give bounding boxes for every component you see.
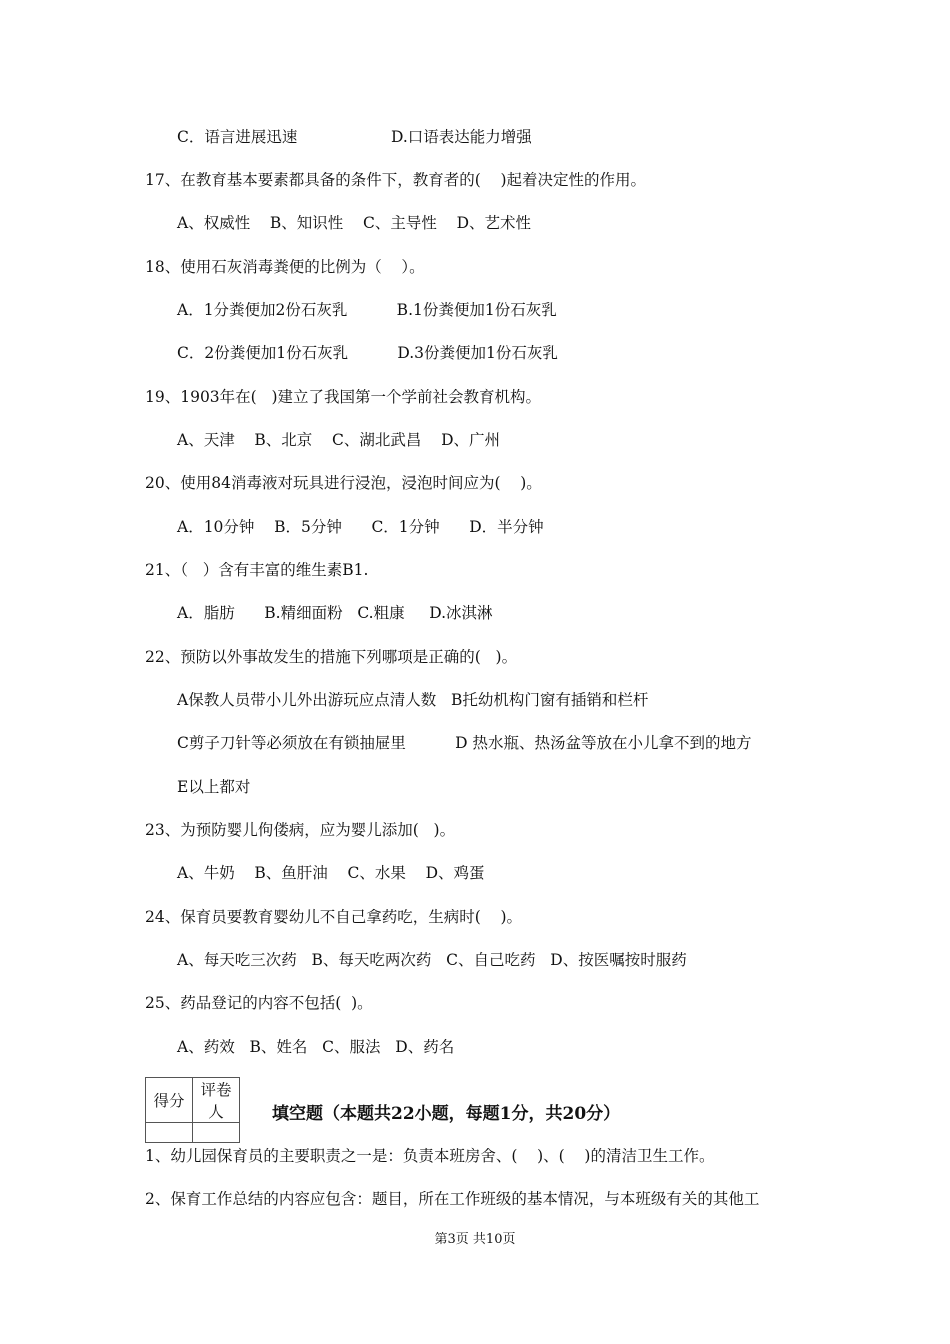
answer-options: A、权威性 B、知识性 C、主导性 D、艺术性 [177, 214, 531, 232]
question-text: 24、保育员要教育婴幼儿不自己拿药吃，生病时( )。 [145, 908, 523, 926]
answer-options: A、药效 B、姓名 C、服法 D、药名 [177, 1038, 455, 1056]
question-text: 20、使用84消毒液对玩具进行浸泡，浸泡时间应为( )。 [145, 474, 542, 492]
answer-options: C．语言进展迅速 D.口语表达能力增强 [177, 128, 532, 146]
question-text: 1、幼儿园保育员的主要职责之一是：负责本班房舍、( )、( )的清洁卫生工作。 [145, 1147, 715, 1165]
question-text: 17、在教育基本要素都具备的条件下，教育者的( )起着决定性的作用。 [145, 171, 647, 189]
answer-options: A、天津 B、北京 C、湖北武昌 D、广州 [177, 431, 500, 449]
score-label: 得分 [146, 1078, 193, 1123]
answer-options: A．脂肪 B.精细面粉 C.粗康 D.冰淇淋 [177, 604, 493, 622]
question-text: 22、预防以外事故发生的措施下列哪项是正确的( )。 [145, 648, 518, 666]
page-footer: 第3页 共10页 [434, 1232, 516, 1247]
answer-options: A、每天吃三次药 B、每天吃两次药 C、自己吃药 D、按医嘱按时服药 [177, 951, 687, 969]
answer-options: A保教人员带小儿外出游玩应点清人数 B托幼机构门窗有插销和栏杆 [177, 691, 649, 709]
grader-label: 评卷人 [193, 1078, 240, 1123]
answer-options: A．1分粪便加2份石灰乳 B.1份粪便加1份石灰乳 [177, 301, 557, 319]
answer-options: A、牛奶 B、鱼肝油 C、水果 D、鸡蛋 [177, 864, 485, 882]
question-text: 21、（ ）含有丰富的维生素B1. [145, 561, 369, 579]
answer-options: A．10分钟 B．5分钟 C．1分钟 D．半分钟 [177, 518, 544, 536]
answer-options: C剪子刀针等必须放在有锁抽屉里 D 热水瓶、热汤盆等放在小儿拿不到的地方 [177, 734, 752, 752]
score-cell[interactable] [146, 1123, 193, 1143]
score-table [145, 1077, 240, 1143]
question-text: 2、保育工作总结的内容应包含：题目，所在工作班级的基本情况，与本班级有关的其他工 [145, 1190, 760, 1208]
question-text: 19、1903年在( )建立了我国第一个学前社会教育机构。 [145, 388, 542, 406]
answer-options: E以上都对 [177, 778, 251, 796]
question-text: 23、为预防婴儿佝偻病，应为婴儿添加( )。 [145, 821, 456, 839]
grader-cell[interactable] [193, 1123, 240, 1143]
question-text: 25、药品登记的内容不包括( )。 [145, 994, 373, 1012]
section-title: 填空题（本题共22小题，每题1分，共20分） [272, 1104, 621, 1124]
answer-options: C．2份粪便加1份石灰乳 D.3份粪便加1份石灰乳 [177, 344, 558, 362]
question-text: 18、使用石灰消毒粪便的比例为（ ）。 [145, 258, 425, 276]
